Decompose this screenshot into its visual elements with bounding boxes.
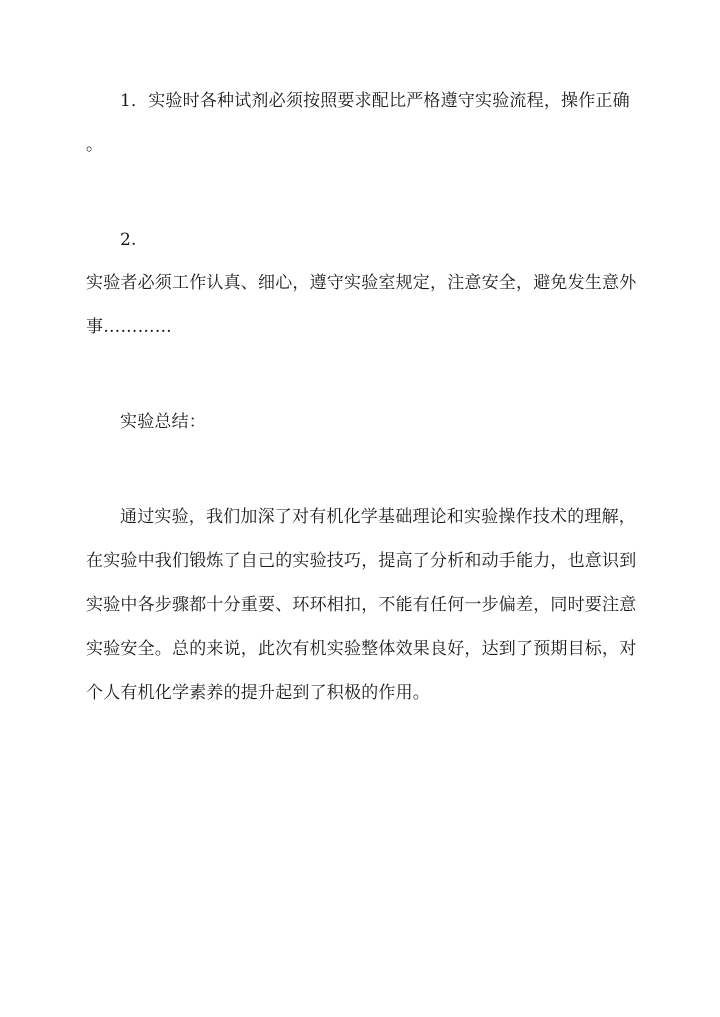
item-2-number: 2.: [120, 230, 137, 250]
item-2-line-2: 事…………: [86, 317, 172, 337]
summary-heading: 实验总结：: [120, 412, 206, 432]
summary-line-4: 实验安全。总的来说，此次有机实验整体效果良好，达到了预期目标，对: [86, 639, 637, 659]
summary-line-2: 在实验中我们锻炼了自己的实验技巧，提高了分析和动手能力，也意识到: [86, 551, 637, 571]
summary-line-3: 实验中各步骤都十分重要、环环相扣，不能有任何一步偏差，同时要注意: [86, 595, 637, 615]
summary-line-5: 个人有机化学素养的提升起到了积极的作用。: [86, 683, 430, 703]
item-2-line-1: 实验者必须工作认真、细心，遵守实验室规定，注意安全，避免发生意外: [86, 273, 637, 293]
item-1-line-1: 1．实验时各种试剂必须按照要求配比严格遵守实验流程，操作正确: [120, 91, 630, 111]
item-1-line-2: 。: [86, 135, 104, 155]
summary-line-1: 通过实验，我们加深了对有机化学基础理论和实验操作技术的理解，: [120, 507, 636, 527]
